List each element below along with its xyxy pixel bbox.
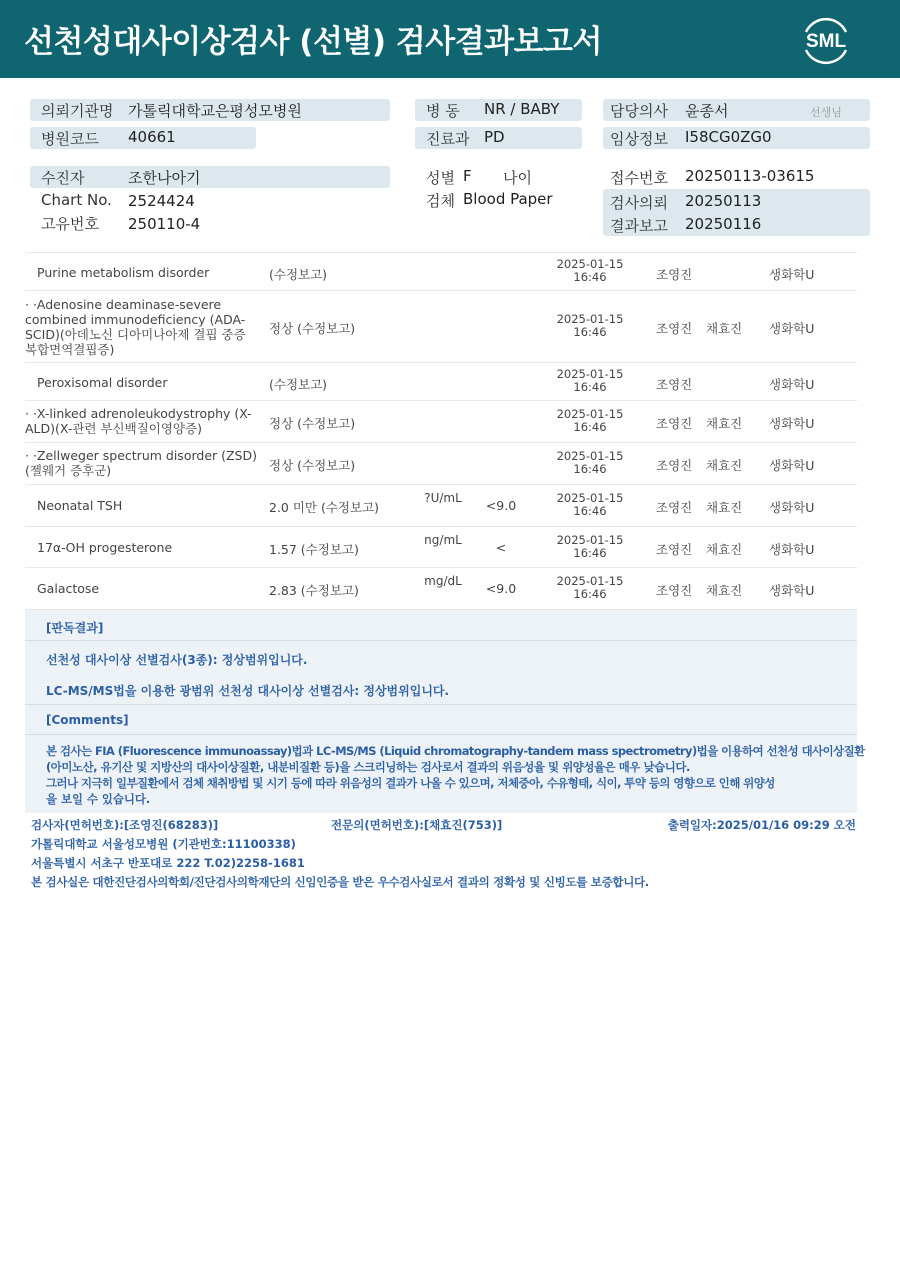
test-unit: mg/dL [424, 574, 462, 588]
divider [25, 704, 857, 705]
table-row [25, 253, 857, 291]
test-result: 정상 (수정보고) [269, 416, 356, 431]
age-label: 나이 [503, 169, 532, 187]
test-result: 1.57 (수정보고) [269, 542, 359, 557]
interpretation-panel [25, 610, 865, 813]
table-row [25, 485, 857, 527]
hospital-info: 가톨릭대학교 서울성모병원 (기관번호:11100338) [31, 837, 296, 851]
test-date: 2025-01-15 16:46 [556, 574, 624, 601]
clinical-label: 임상정보 [610, 130, 668, 148]
test-name: Neonatal TSH [37, 498, 123, 513]
comment-line-1: 본 검사는 FIA (Fluorescence immunoassay)법과 LC-MS/MS (Liquid chromatography-tandem mass spectrometry)법을 이용하여 선천성 대사이상질환 [46, 744, 865, 758]
sml-logo [796, 12, 856, 66]
uid-value: 250110-4 [128, 215, 201, 233]
department: 생화학U [769, 500, 815, 515]
comment-line-2: (아미노산, 유기산 및 지방산의 대사이상질환, 내분비질환 등)을 스크리닝하는 검사로서 결과의 위음성율 및 위양성율은 매우 낮습니다. [46, 760, 690, 774]
ward-value: NR / BABY [484, 100, 560, 118]
judgment-line-2: LC-MS/MS법을 이용한 광범위 선천성 대사이상 선별검사: 정상범위입니다. [46, 684, 450, 698]
specialist-name: 채효진 [706, 500, 743, 515]
specialist-credit: 전문의(면허번호):[채효진(753)] [331, 818, 503, 832]
ward-label: 병 동 [426, 102, 460, 120]
institution-value: 가톨릭대학교은평성모병원 [128, 102, 302, 120]
test-date: 2025-01-15 16:46 [556, 257, 624, 284]
reference-range: < [495, 540, 507, 555]
certification-note: 본 검사실은 대한진단검사의학회/진단검사의학재단의 신임인증을 받은 우수검사실로서 결과의 정확성 및 신빙도를 보증합니다. [31, 875, 649, 889]
divider [25, 640, 857, 641]
test-name: Purine metabolism disorder [37, 265, 210, 280]
test-date: 2025-01-15 16:46 [556, 533, 624, 560]
dept-value: PD [484, 128, 505, 146]
sex-label: 성별 [426, 169, 455, 187]
chart-value: 2524424 [128, 192, 195, 210]
chart-label: Chart No. [41, 191, 112, 209]
department: 생화학U [769, 542, 815, 557]
tester-name: 조영진 [656, 583, 693, 598]
comment-line-3: 그러나 지극히 일부질환에서 검체 채취방법 및 시기 등에 따라 위음성의 결과가 나올 수 있으며, 저체중아, 수유형태, 식이, 투약 등의 영향으로 인해 위양성 [46, 776, 775, 790]
logo-text: SML [805, 31, 847, 52]
test-unit: ?U/mL [424, 491, 462, 505]
department: 생화학U [769, 321, 815, 336]
table-row [25, 527, 857, 568]
test-name: · ·Zellweger spectrum disorder (ZSD)(젤웨거 증후군) [25, 448, 257, 478]
test-result: (수정보고) [269, 377, 328, 392]
test-name: 17α-OH progesterone [37, 540, 173, 555]
patient-value: 조한나아기 [128, 169, 201, 187]
code-label: 병원코드 [41, 130, 99, 148]
test-date: 2025-01-15 16:46 [556, 407, 624, 434]
test-date: 2025-01-15 16:46 [556, 312, 624, 339]
results-table [25, 252, 857, 610]
tester-name: 조영진 [656, 416, 693, 431]
judgment-line-1: 선천성 대사이상 선별검사(3종): 정상범위입니다. [46, 653, 308, 667]
reception-label: 접수번호 [610, 169, 668, 187]
tester-name: 조영진 [656, 267, 693, 282]
report-label: 결과보고 [610, 217, 668, 235]
uid-label: 고유번호 [41, 215, 99, 233]
test-result: (수정보고) [269, 267, 328, 282]
table-row [25, 291, 857, 363]
test-date: 2025-01-15 16:46 [556, 449, 624, 476]
test-result: 2.83 (수정보고) [269, 583, 359, 598]
institution-label: 의뢰기관명 [41, 102, 114, 120]
specialist-name: 채효진 [706, 416, 743, 431]
test-name: · ·X-linked adrenoleukodystrophy (X-ALD)(X-관련 부신백질이영양증) [25, 406, 252, 436]
test-result: 2.0 미만 (수정보고) [269, 500, 380, 515]
test-name: Galactose [37, 581, 100, 596]
request-value: 20250113 [685, 192, 762, 210]
table-row [25, 363, 857, 401]
department: 생화학U [769, 377, 815, 392]
tester-name: 조영진 [656, 542, 693, 557]
doctor-label: 담당의사 [610, 102, 668, 120]
tester-name: 조영진 [656, 377, 693, 392]
specialist-name: 채효진 [706, 583, 743, 598]
department: 생화학U [769, 583, 815, 598]
specimen-value: Blood Paper [463, 190, 553, 208]
table-row [25, 568, 857, 610]
test-date: 2025-01-15 16:46 [556, 491, 624, 518]
request-label: 검사의뢰 [610, 194, 668, 212]
divider [25, 734, 857, 735]
clinical-value: I58CG0ZG0 [685, 128, 772, 146]
doctor-suffix: 선생님 [810, 106, 842, 119]
tester-name: 조영진 [656, 458, 693, 473]
report-title: 선천성대사이상검사 (선별) 검사결과보고서 [24, 24, 602, 60]
hospital-address: 서울특별시 서초구 반포대로 222 T.02)2258-1681 [31, 856, 305, 870]
judgment-heading: [판독결과] [46, 621, 104, 635]
reference-range: <9.0 [485, 581, 517, 596]
table-row [25, 401, 857, 443]
department: 생화학U [769, 458, 815, 473]
test-unit: ng/mL [424, 533, 462, 547]
tester-name: 조영진 [656, 500, 693, 515]
test-date: 2025-01-15 16:46 [556, 367, 624, 394]
specialist-name: 채효진 [706, 458, 743, 473]
dept-label: 진료과 [426, 130, 470, 148]
test-name: · ·Adenosine deaminase-severe combined immunodeficiency (ADA-SCID)(아데노신 디아미나아제 결핍 중증 복합면역결핍증) [25, 297, 246, 357]
comments-heading: [Comments] [46, 713, 129, 727]
tester-credit: 검사자(면허번호):[조영진(68283)] [31, 818, 219, 832]
specimen-label: 검체 [426, 192, 455, 210]
code-value: 40661 [128, 128, 176, 146]
specialist-name: 채효진 [706, 321, 743, 336]
print-date: 출력일자:2025/01/16 09:29 오전 [667, 818, 856, 832]
department: 생화학U [769, 416, 815, 431]
department: 생화학U [769, 267, 815, 282]
report-value: 20250116 [685, 215, 762, 233]
tester-name: 조영진 [656, 321, 693, 336]
test-result: 정상 (수정보고) [269, 458, 356, 473]
table-row [25, 443, 857, 485]
specialist-name: 채효진 [706, 542, 743, 557]
comment-line-4: 을 보일 수 있습니다. [46, 792, 151, 806]
test-name: Peroxisomal disorder [37, 375, 168, 390]
doctor-value: 윤종서 [685, 102, 729, 120]
sex-value: F [463, 167, 472, 185]
reception-value: 20250113-03615 [685, 167, 815, 185]
test-result: 정상 (수정보고) [269, 321, 356, 336]
reference-range: <9.0 [485, 498, 517, 513]
patient-label: 수진자 [41, 169, 85, 187]
report-header [0, 0, 900, 78]
